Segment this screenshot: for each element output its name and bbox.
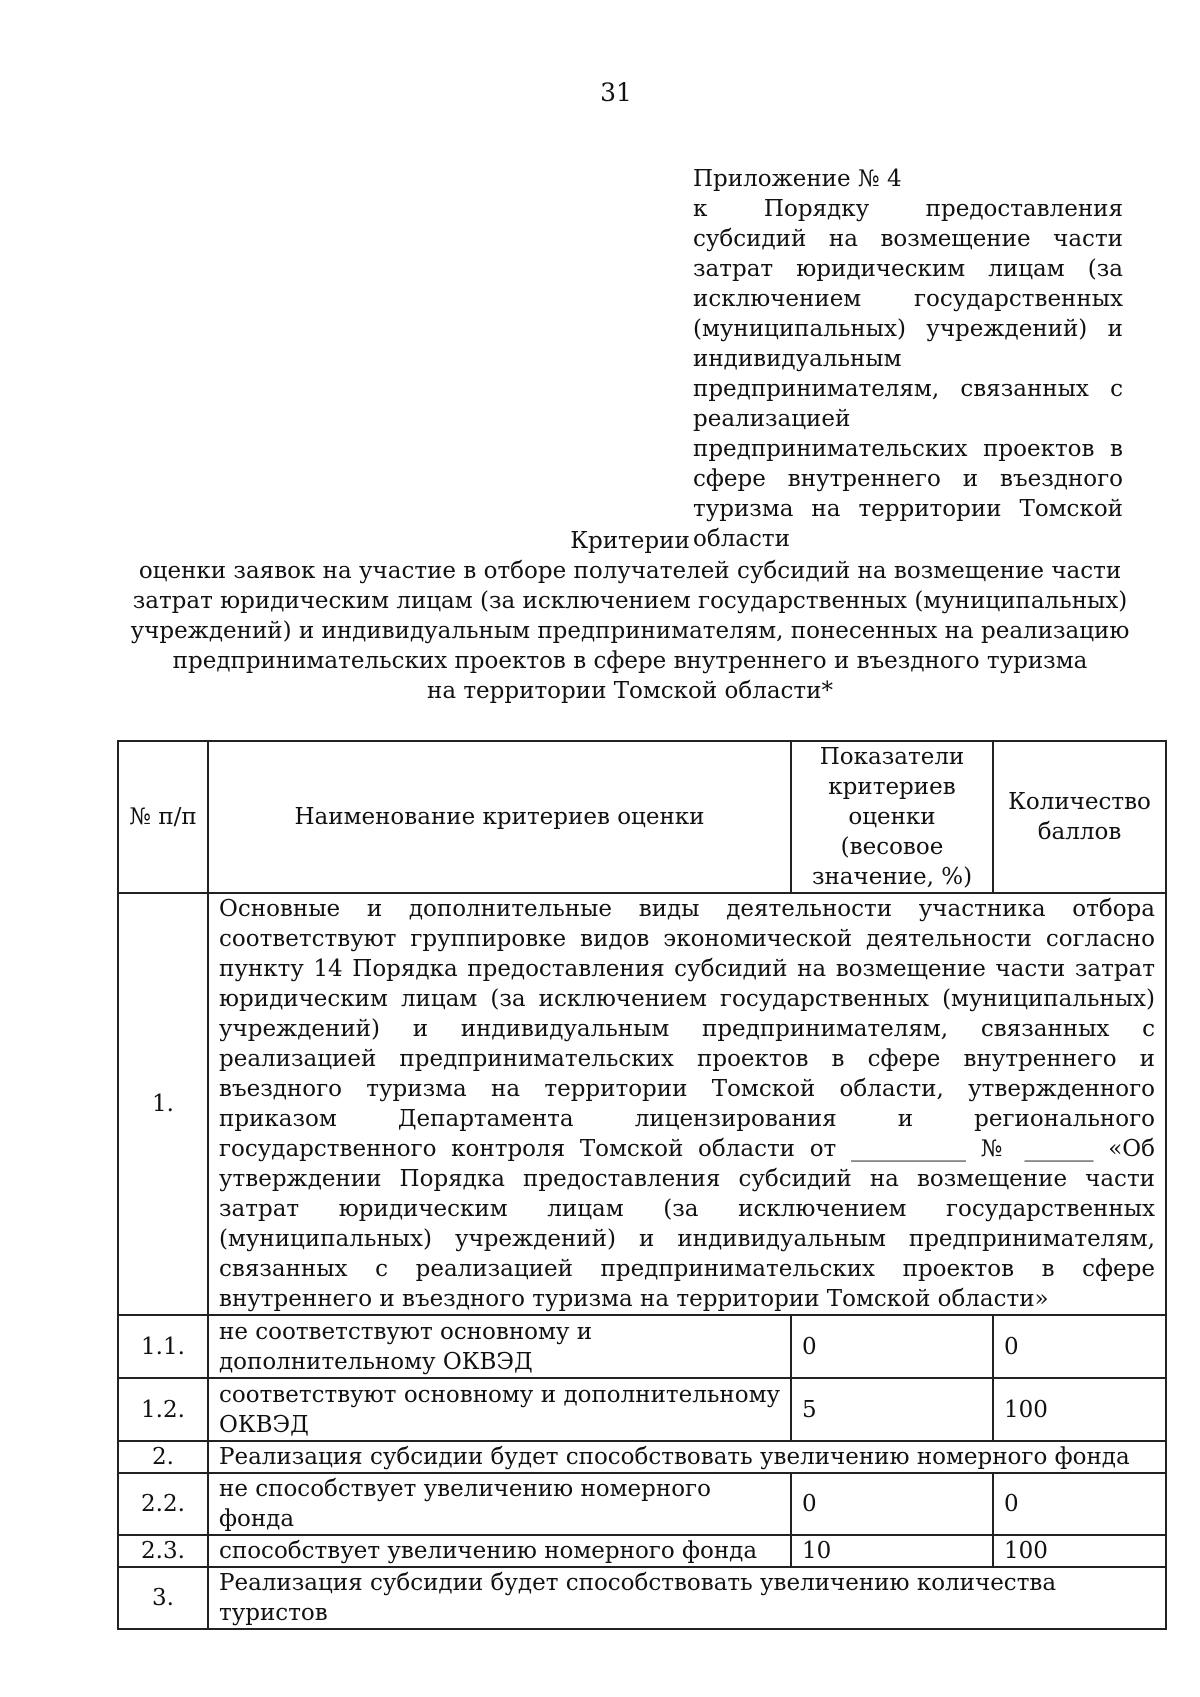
row-criterion: соответствуют основному и дополнительному ОКВЭД <box>208 1378 791 1441</box>
row-weight: 10 <box>791 1535 993 1567</box>
table-row <box>118 1315 1166 1378</box>
table-row <box>118 1473 1166 1535</box>
row-criterion: Реализация субсидии будет способствовать увеличению номерного фонда <box>208 1441 1166 1473</box>
criteria-table <box>117 740 1167 1630</box>
row-points: 100 <box>993 1535 1166 1567</box>
header-points: Количество баллов <box>993 741 1166 893</box>
row-points: 0 <box>993 1473 1166 1535</box>
row-criterion: Реализация субсидии будет способствовать увеличению количества туристов <box>208 1567 1166 1629</box>
row-weight: 0 <box>791 1473 993 1535</box>
row-num: 1.1. <box>118 1315 208 1378</box>
table-row <box>118 893 1166 1315</box>
appendix-title: Приложение № 4 <box>693 166 902 192</box>
header-num: № п/п <box>118 741 208 893</box>
heading-subtitle-line: предпринимательских проектов в сфере внутреннего и въездного туризма <box>172 648 1088 674</box>
row-points: 0 <box>993 1315 1166 1378</box>
heading-subtitle-line: учреждений) и индивидуальным предпринимателям, понесенных на реализацию <box>130 618 1130 644</box>
row-num: 2.3. <box>118 1535 208 1567</box>
row-num: 2. <box>118 1441 208 1473</box>
heading-title: Критерии <box>570 528 690 554</box>
table-header-row <box>118 741 1166 893</box>
document-heading <box>120 526 1140 706</box>
row-num: 1.2. <box>118 1378 208 1441</box>
row-weight: 5 <box>791 1378 993 1441</box>
row-num: 1. <box>118 893 208 1315</box>
heading-subtitle-line: затрат юридическим лицам (за исключением государственных (муниципальных) <box>132 588 1128 614</box>
row-criterion: не соответствуют основному и дополнительному ОКВЭД <box>208 1315 791 1378</box>
appendix-block <box>693 164 1123 554</box>
header-indicators: Показатели критериев оценки (весовое значение, %) <box>791 741 993 893</box>
heading-subtitle-line: оценки заявок на участие в отборе получателей субсидий на возмещение части <box>138 558 1122 584</box>
table-row <box>118 1378 1166 1441</box>
page-number: 31 <box>600 78 632 107</box>
row-criterion: не способствует увеличению номерного фонда <box>208 1473 791 1535</box>
header-name: Наименование критериев оценки <box>208 741 791 893</box>
row-num: 3. <box>118 1567 208 1629</box>
row-criterion: Основные и дополнительные виды деятельности участника отбора соответствуют группировке видов экономической деятельности согласно пункту 14 Порядка предоставления субсидий на возмещение части затрат юридическим лицам (за исключением государственных (муниципальных) учреждений) и индивидуальным предпринимателям, связанных с реализацией предпринимательских проектов в сфере внутреннего и въездного туризма на территории Томской области, утвержденного приказом Департамента лицензирования и регионального государственного контроля Томской области от __________ № ______ «Об утверждении Порядка предоставления субсидий на возмещение части затрат юридическим лицам (за исключением государственных (муниципальных) учреждений) и индивидуальным предпринимателям, связанных с реализацией предпринимательских проектов в сфере внутреннего и въездного туризма на территории Томской области» <box>208 893 1166 1315</box>
table-row <box>118 1535 1166 1567</box>
appendix-body: к Порядку предоставления субсидий на возмещение части затрат юридическим лицам (за исключением государственных (муниципальных) учреждений) и индивидуальным предпринимателям, связанных с реализацией предпринимательских проектов в сфере внутреннего и въездного туризма на территории Томской области <box>693 196 1123 552</box>
row-points: 100 <box>993 1378 1166 1441</box>
table-row <box>118 1567 1166 1629</box>
heading-subtitle-line: на территории Томской области* <box>426 678 833 704</box>
table-row <box>118 1441 1166 1473</box>
row-weight: 0 <box>791 1315 993 1378</box>
row-criterion: способствует увеличению номерного фонда <box>208 1535 791 1567</box>
row-num: 2.2. <box>118 1473 208 1535</box>
